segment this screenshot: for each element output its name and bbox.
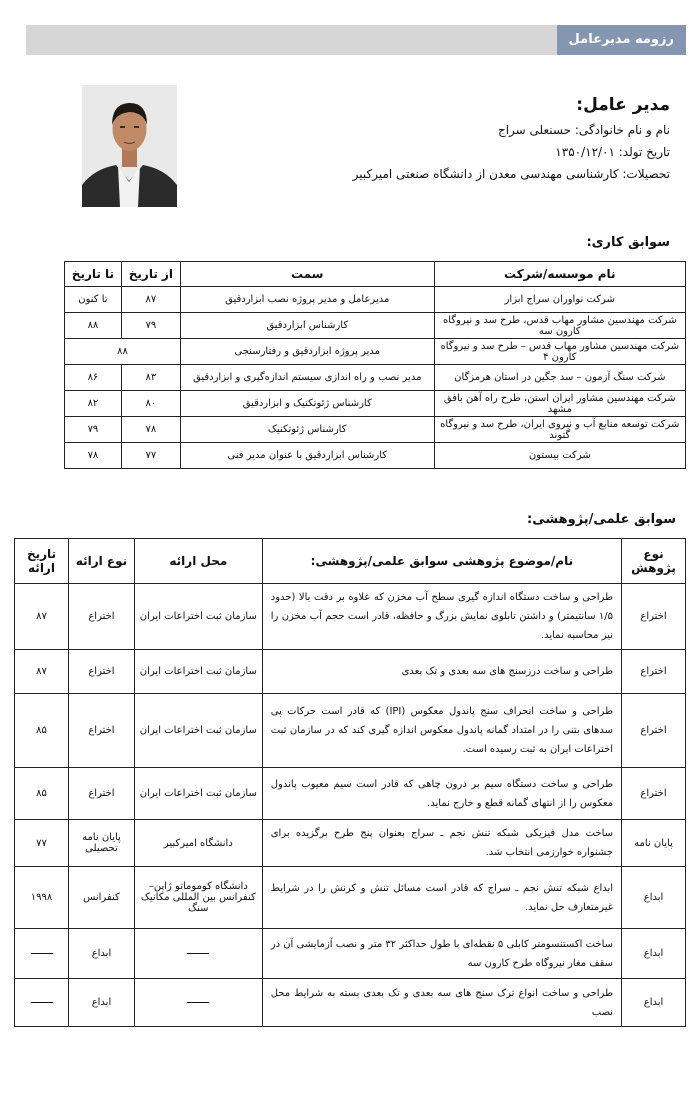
cell-position: کارشناس ژئوتکنیک و ابزاردقیق (180, 391, 434, 417)
manager-info (250, 95, 670, 185)
cell-presentation-date: ۸۵ (15, 694, 69, 768)
cell-date-range: ۸۸ (65, 339, 181, 365)
cell-presentation-date: ۱۹۹۸ (15, 867, 69, 929)
cell-research-type: اختراع (622, 768, 686, 820)
portrait-image (82, 85, 177, 207)
cell-research-subject: طراحی و ساخت دستگاه اندازه گیری سطح آب مخزن که علاوه بر دقت بالا (حدود ۱/۵ سانتیمتر) و داشتن تابلوی نمایش بزرگ و حافظه، قادر است حجم آب مخزن را نیز محاسبه نماید. (262, 584, 621, 650)
cell-position: کارشناس ابزاردقیق (180, 313, 434, 339)
table-row (65, 391, 686, 417)
empty-dash (187, 1002, 209, 1003)
cell-position: مدیرعامل و مدیر پروژه نصب ابزاردقیق (180, 287, 434, 313)
header-research-type: نوع پژوهش (622, 539, 686, 584)
cell-company: شرکت سنگ آزمون – سد جگین در استان هرمزگان (434, 365, 685, 391)
cell-company: شرکت مهندسین مشاور مهاب قدس – طرح سد و نیروگاه کارون ۴ (434, 339, 685, 365)
cell-presentation-date: ۷۷ (15, 820, 69, 867)
header-position: سمت (180, 262, 434, 287)
header-venue: محل ارائه (134, 539, 262, 584)
table-header-row (65, 262, 686, 287)
cell-presentation-type: پایان نامه تحصیلی (69, 820, 135, 867)
cell-presentation-type: کنفرانس (69, 867, 135, 929)
cell-company: شرکت توسعه منابع آب و نیروی ایران، طرح سد و نیروگاه گتوند (434, 417, 685, 443)
table-row (65, 443, 686, 469)
cell-venue: دانشگاه امیرکبیر (134, 820, 262, 867)
cell-research-type: اختراع (622, 694, 686, 768)
manager-photo (82, 85, 177, 207)
research-history-table (14, 538, 686, 1027)
header-company: نام موسسه/شرکت (434, 262, 685, 287)
cell-presentation-type: اختراع (69, 694, 135, 768)
cell-from-date: ۷۹ (121, 313, 180, 339)
table-row (15, 979, 686, 1027)
cell-research-type: اختراع (622, 584, 686, 650)
table-row (15, 867, 686, 929)
cell-venue: سازمان ثبت اختراعات ایران (134, 650, 262, 694)
cell-from-date: ۸۳ (121, 365, 180, 391)
table-row (65, 287, 686, 313)
table-row (65, 313, 686, 339)
table-row (15, 929, 686, 979)
table-row (65, 417, 686, 443)
work-history-title: سوابق کاری: (586, 235, 670, 250)
cell-presentation-type: اختراع (69, 768, 135, 820)
cell-from-date: ۷۷ (121, 443, 180, 469)
cell-presentation-type: ابداع (69, 929, 135, 979)
cell-research-type: پایان نامه (622, 820, 686, 867)
cell-research-subject: ابداع شبکه تنش نجم ـ سراج که قادر است مسائل تنش و کرنش را در شرایط غیرمتعارف حل نماید. (262, 867, 621, 929)
cell-research-type: ابداع (622, 867, 686, 929)
cell-venue: سازمان ثبت اختراعات ایران (134, 768, 262, 820)
cell-position: مدیر نصب و راه اندازی سیستم اندازه‌گیری و ابزاردقیق (180, 365, 434, 391)
cell-presentation-date: ۸۷ (15, 650, 69, 694)
cell-research-subject: طراحی و ساخت انحراف سنج پاندول معکوس (IPI) که قادر است حرکات پی سدهای بتنی را در امتداد گمانه پاندول معکوس اندازه گیری کند که در سازمان ثبت اختراعات ایران به ثبت رسیده است. (262, 694, 621, 768)
cell-venue (134, 979, 262, 1027)
cell-position: کارشناس ابزاردقیق با عنوان مدیر فنی (180, 443, 434, 469)
cell-venue: سازمان ثبت اختراعات ایران (134, 694, 262, 768)
cell-presentation-date (15, 979, 69, 1027)
table-row (15, 584, 686, 650)
header-research-subject: نام/موضوع پژوهشی سوابق علمی/پژوهشی: (262, 539, 621, 584)
cell-company: شرکت بیستون (434, 443, 685, 469)
cell-presentation-date (15, 929, 69, 979)
empty-dash (31, 953, 53, 954)
cell-research-type: ابداع (622, 979, 686, 1027)
cell-presentation-date: ۸۷ (15, 584, 69, 650)
manager-education: تحصیلات: کارشناسی مهندسی معدن از دانشگاه صنعتی امیرکبیر (352, 167, 670, 181)
table-row (15, 768, 686, 820)
header-tab-title: رزومه مدیرعامل (557, 25, 686, 55)
work-history-table (64, 261, 686, 469)
table-row (15, 650, 686, 694)
cell-to-date: ۸۶ (65, 365, 122, 391)
cell-presentation-type: اختراع (69, 584, 135, 650)
cell-research-subject: طراحی و ساخت دستگاه سیم بر درون چاهی که قادر است سیم معیوب پاندول معکوس را از انتهای گمانه قطع و خارج نماید. (262, 768, 621, 820)
cell-research-subject: طراحی و ساخت انواع ترک سنج های سه بعدی و تک بعدی بسته به شرایط محل نصب (262, 979, 621, 1027)
cell-presentation-type: ابداع (69, 979, 135, 1027)
cell-presentation-type: اختراع (69, 650, 135, 694)
cell-research-subject: ساخت اکستنسومتر کابلی ۵ نقطه‌ای با طول حداکثر ۳۲ متر و نصب آزمایشی آن در سقف مغار نیروگاه طرح کارون سه (262, 929, 621, 979)
header-to-date: تا تاریخ (65, 262, 122, 287)
cell-to-date: ۸۲ (65, 391, 122, 417)
cell-research-subject: ساخت مدل فیزیکی شبکه تنش نجم ـ سراج بعنوان پنج طرح برگزیده برای جشنواره خوارزمی انتخاب شد. (262, 820, 621, 867)
manager-name: نام و نام خانوادگی: حسنعلی سراج (497, 123, 670, 137)
cell-from-date: ۸۷ (121, 287, 180, 313)
cell-to-date: ۷۹ (65, 417, 122, 443)
manager-birth-date: تاریخ تولد: ۱۳۵۰/۱۲/۰۱ (555, 145, 670, 159)
cell-company: شرکت نواوران سراج ابزار (434, 287, 685, 313)
table-header-row (15, 539, 686, 584)
header-from-date: از تاریخ (121, 262, 180, 287)
cell-to-date: ۸۸ (65, 313, 122, 339)
cell-company: شرکت مهندسین مشاور ایران استن، طرح راه آهن بافق مشهد (434, 391, 685, 417)
cell-venue (134, 929, 262, 979)
header-presentation-date: تاریخ ارائه (15, 539, 69, 584)
table-row (15, 694, 686, 768)
cell-company: شرکت مهندسین مشاور مهاب قدس، طرح سد و نیروگاه کارون سه (434, 313, 685, 339)
empty-dash (31, 1002, 53, 1003)
cell-position: مدیر پروژه ابزاردقیق و رفتارسنجی (180, 339, 434, 365)
header-presentation-type: نوع ارائه (69, 539, 135, 584)
cell-venue: دانشگاه کوموماتو ژاپن– کنفرانس بین المللی مکانیک سنگ (134, 867, 262, 929)
table-row (65, 365, 686, 391)
table-row (15, 820, 686, 867)
cell-venue: سازمان ثبت اختراعات ایران (134, 584, 262, 650)
cell-research-subject: طراحی و ساخت درزسنج های سه بعدی و تک بعدی (262, 650, 621, 694)
cell-to-date: تا کنون (65, 287, 122, 313)
research-history-title: سوابق علمی/پژوهشی: (527, 512, 676, 527)
cell-from-date: ۷۸ (121, 417, 180, 443)
cell-from-date: ۸۰ (121, 391, 180, 417)
cell-position: کارشناس ژئوتکنیک (180, 417, 434, 443)
cell-presentation-date: ۸۵ (15, 768, 69, 820)
cell-research-type: ابداع (622, 929, 686, 979)
manager-title: مدیر عامل: (576, 95, 670, 115)
cell-to-date: ۷۸ (65, 443, 122, 469)
cell-research-type: اختراع (622, 650, 686, 694)
empty-dash (187, 953, 209, 954)
table-row (65, 339, 686, 365)
